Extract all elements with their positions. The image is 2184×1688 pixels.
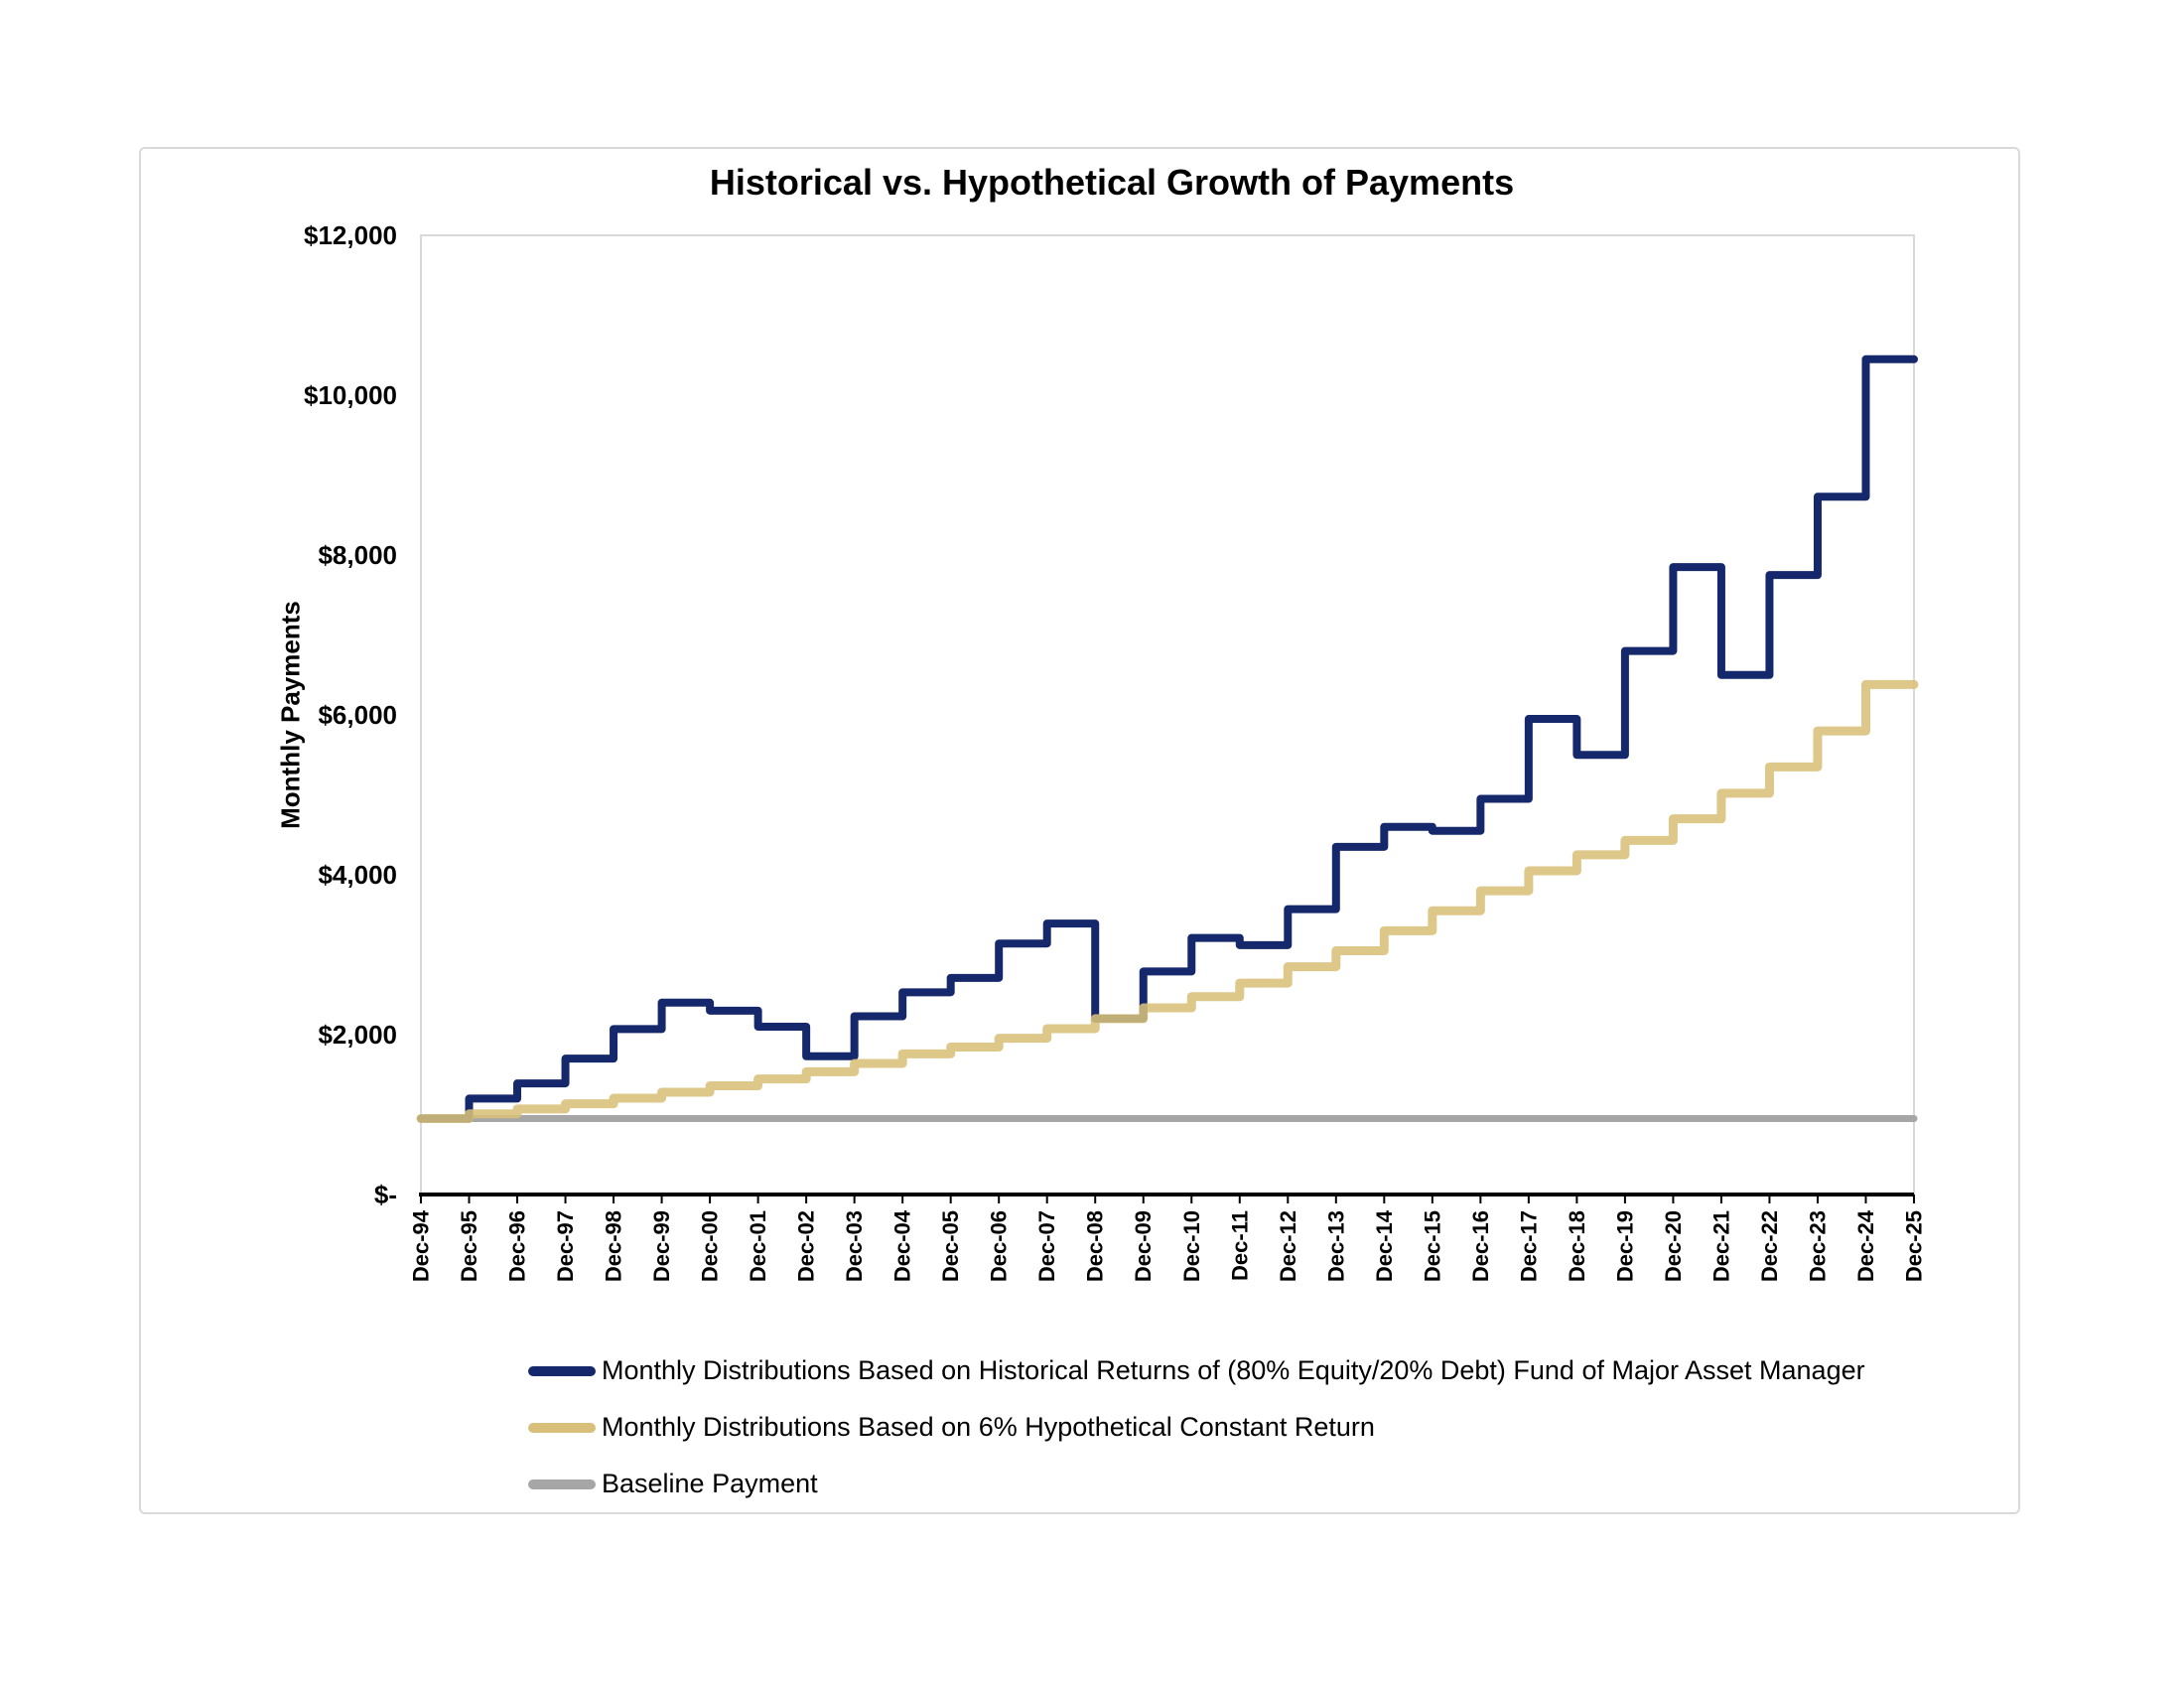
historical-series-label: Monthly Distributions Based on Historical Returns of (80% Equity/20% Debt) Fund of Major Asset Manager: [602, 1355, 1865, 1385]
x-axis-label: Dec-96: [504, 1210, 530, 1283]
x-axis-label: Dec-18: [1564, 1210, 1589, 1283]
x-axis-label: Dec-19: [1612, 1210, 1638, 1283]
x-axis-label: Dec-17: [1516, 1210, 1542, 1283]
x-axis-label: Dec-98: [601, 1210, 626, 1283]
x-axis-label: Dec-00: [697, 1210, 723, 1283]
x-axis-label: Dec-11: [1227, 1210, 1253, 1281]
legend-item-historical: [528, 1342, 1865, 1399]
chart-title: Historical vs. Hypothetical Growth of Payments: [709, 162, 1515, 203]
x-axis-label: Dec-05: [938, 1210, 964, 1283]
x-axis-label: Dec-15: [1420, 1210, 1445, 1283]
x-axis-label: Dec-16: [1467, 1210, 1493, 1283]
legend-item-hypothetical: [528, 1399, 1865, 1456]
x-axis-label: Dec-13: [1323, 1210, 1349, 1283]
x-axis-label: Dec-99: [649, 1210, 675, 1283]
x-axis-label: Dec-10: [1178, 1210, 1204, 1283]
legend-item-baseline: [528, 1456, 1865, 1512]
x-axis-label: Dec-14: [1371, 1210, 1397, 1283]
hypothetical-series-swatch: [528, 1423, 596, 1433]
x-axis-label: Dec-06: [986, 1210, 1012, 1283]
y-axis-label: $12,000: [304, 220, 397, 250]
x-axis-label: Dec-01: [746, 1210, 771, 1283]
baseline-series-swatch: [528, 1479, 596, 1489]
x-axis-label: Dec-04: [889, 1210, 915, 1283]
x-axis-label: Dec-25: [1901, 1210, 1927, 1283]
hypothetical-series-line: [421, 684, 1914, 1118]
x-axis-label: Dec-24: [1852, 1210, 1878, 1283]
x-axis-label: Dec-08: [1082, 1210, 1108, 1283]
legend: [528, 1342, 1865, 1512]
y-axis-title: Monthly Payments: [275, 601, 306, 829]
x-axis-label: Dec-03: [842, 1210, 868, 1283]
x-axis-label: Dec-07: [1034, 1210, 1060, 1283]
x-axis-label: Dec-95: [457, 1210, 482, 1283]
x-axis-label: Dec-22: [1756, 1210, 1782, 1283]
x-axis-label: Dec-02: [793, 1210, 819, 1283]
hypothetical-series-label: Monthly Distributions Based on 6% Hypothetical Constant Return: [602, 1412, 1375, 1442]
x-axis-label: Dec-21: [1708, 1210, 1734, 1283]
x-axis-label: Dec-20: [1660, 1210, 1686, 1283]
x-axis-label: Dec-09: [1131, 1210, 1157, 1283]
historical-series-swatch: [528, 1366, 596, 1376]
x-axis-label: Dec-23: [1805, 1210, 1831, 1283]
y-axis-label: $6,000: [318, 700, 397, 730]
x-axis-label: Dec-97: [553, 1210, 579, 1283]
y-axis-label: $4,000: [318, 860, 397, 890]
y-axis-label: $-: [373, 1180, 397, 1209]
x-axis-label: Dec-12: [1275, 1210, 1300, 1283]
baseline-series-label: Baseline Payment: [602, 1469, 818, 1498]
y-axis-label: $2,000: [318, 1020, 397, 1050]
x-axis-label: Dec-94: [408, 1210, 434, 1283]
plot-area-border: [421, 235, 1914, 1195]
y-axis-label: $8,000: [318, 540, 397, 570]
y-axis-label: $10,000: [304, 380, 397, 410]
